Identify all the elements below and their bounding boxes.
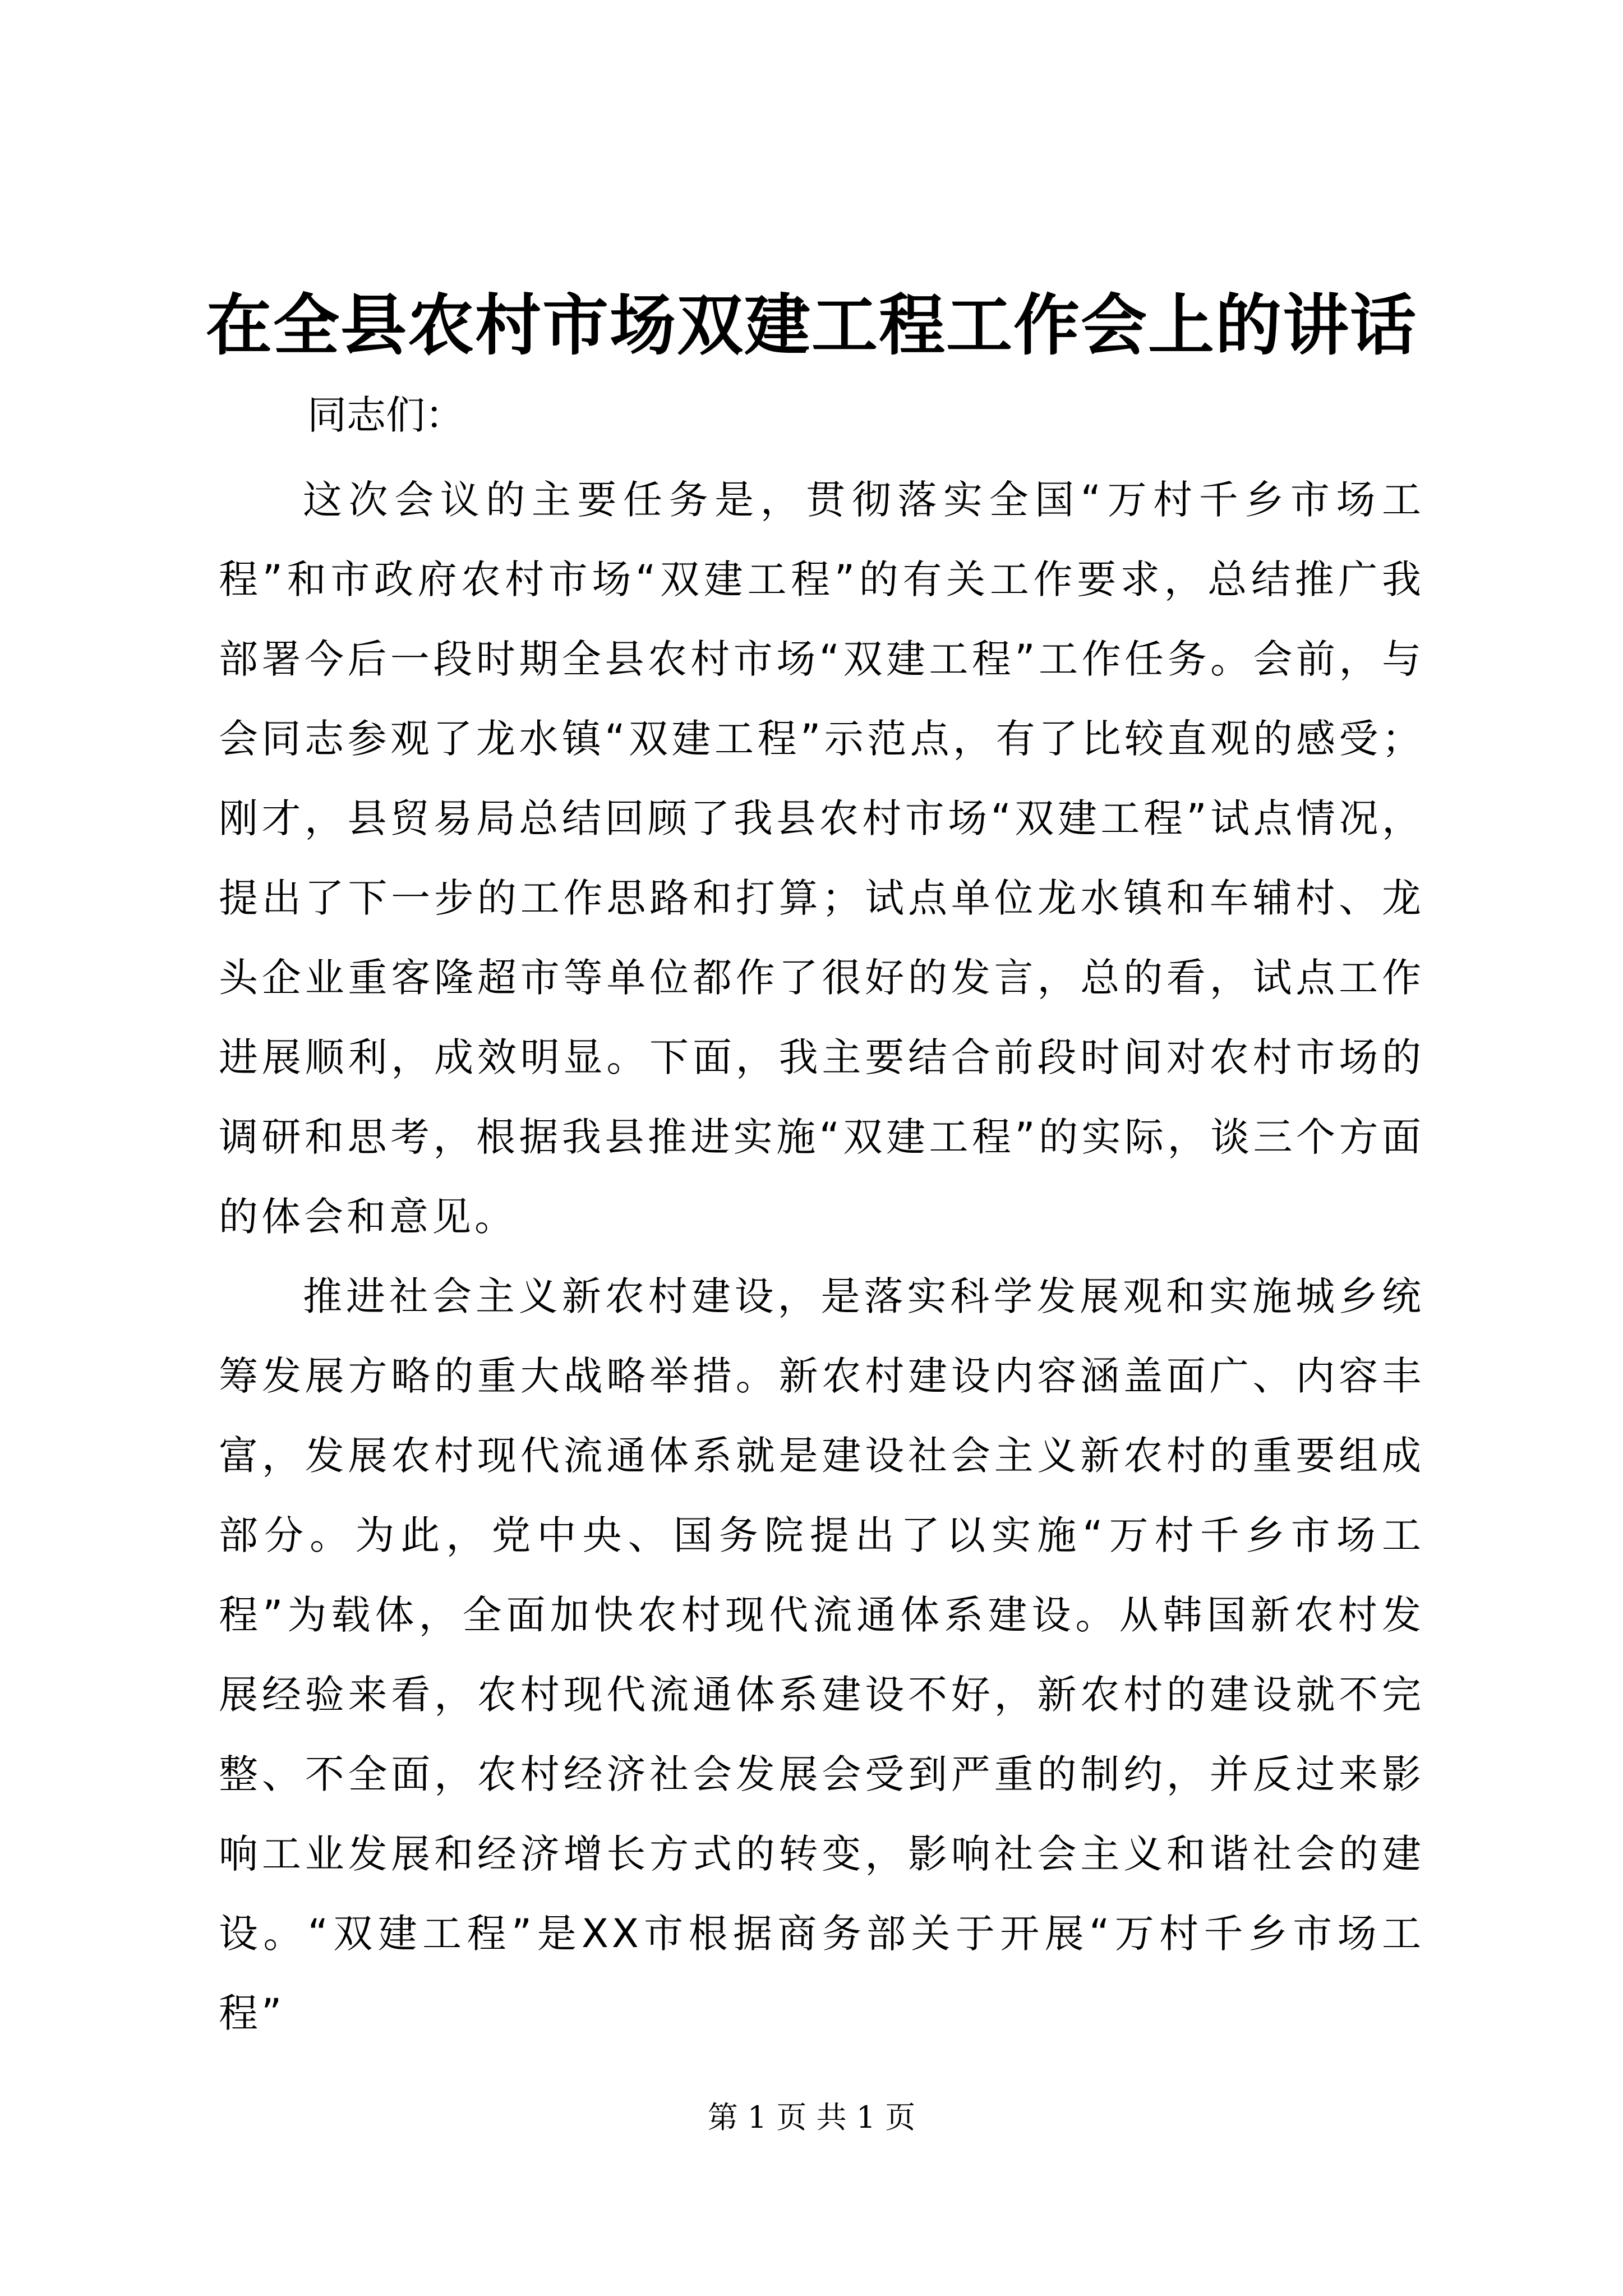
- page-footer: 第 1 页 共 1 页: [707, 2100, 916, 2135]
- salutation: 同志们：: [307, 392, 464, 438]
- paragraph-1: 这次会议的主要任务是，贯彻落实全国“万村千乡市场工程”和市政府农村市场“双建工程”的有关工作要求，总结推广我部署今后一段时期全县农村市场“双建工程”工作任务。会前，与会同志参观了龙水镇“双建工程”示范点，有了比较直观的感受；刚才，县贸易局总结回顾了我县农村市场“双建工程”试点情况，提出了下一步的工作思路和打算；试点单位龙水镇和车辅村、龙头企业重客隆超市等单位都作了很好的发言，总的看，试点工作进展顺利，成效明显。下面，我主要结合前段时间对农村市场的调研和思考，根据我县推进实施“双建工程”的实际，谈三个方面的体会和意见。: [219, 477, 1424, 1240]
- paragraph-2: 推进社会主义新农村建设，是落实科学发展观和实施城乡统筹发展方略的重大战略举措。新农村建设内容涵盖面广、内容丰富，发展农村现代流通体系就是建设社会主义新农村的重要组成部分。为此，党中央、国务院提出了以实施“万村千乡市场工程”为载体，全面加快农村现代流通体系建设。从韩国新农村发展经验来看，农村现代流通体系建设不好，新农村的建设就不完整、不全面，农村经济社会发展会受到严重的制约，并反过来影响工业发展和经济增长方式的转变，影响社会主义和谐社会的建设。“双建工程”是XX市根据商务部关于开展“万村千乡市场工程”: [219, 1273, 1424, 2036]
- document-title: 在全县农村市场双建工程工作会上的讲话: [205, 286, 1417, 364]
